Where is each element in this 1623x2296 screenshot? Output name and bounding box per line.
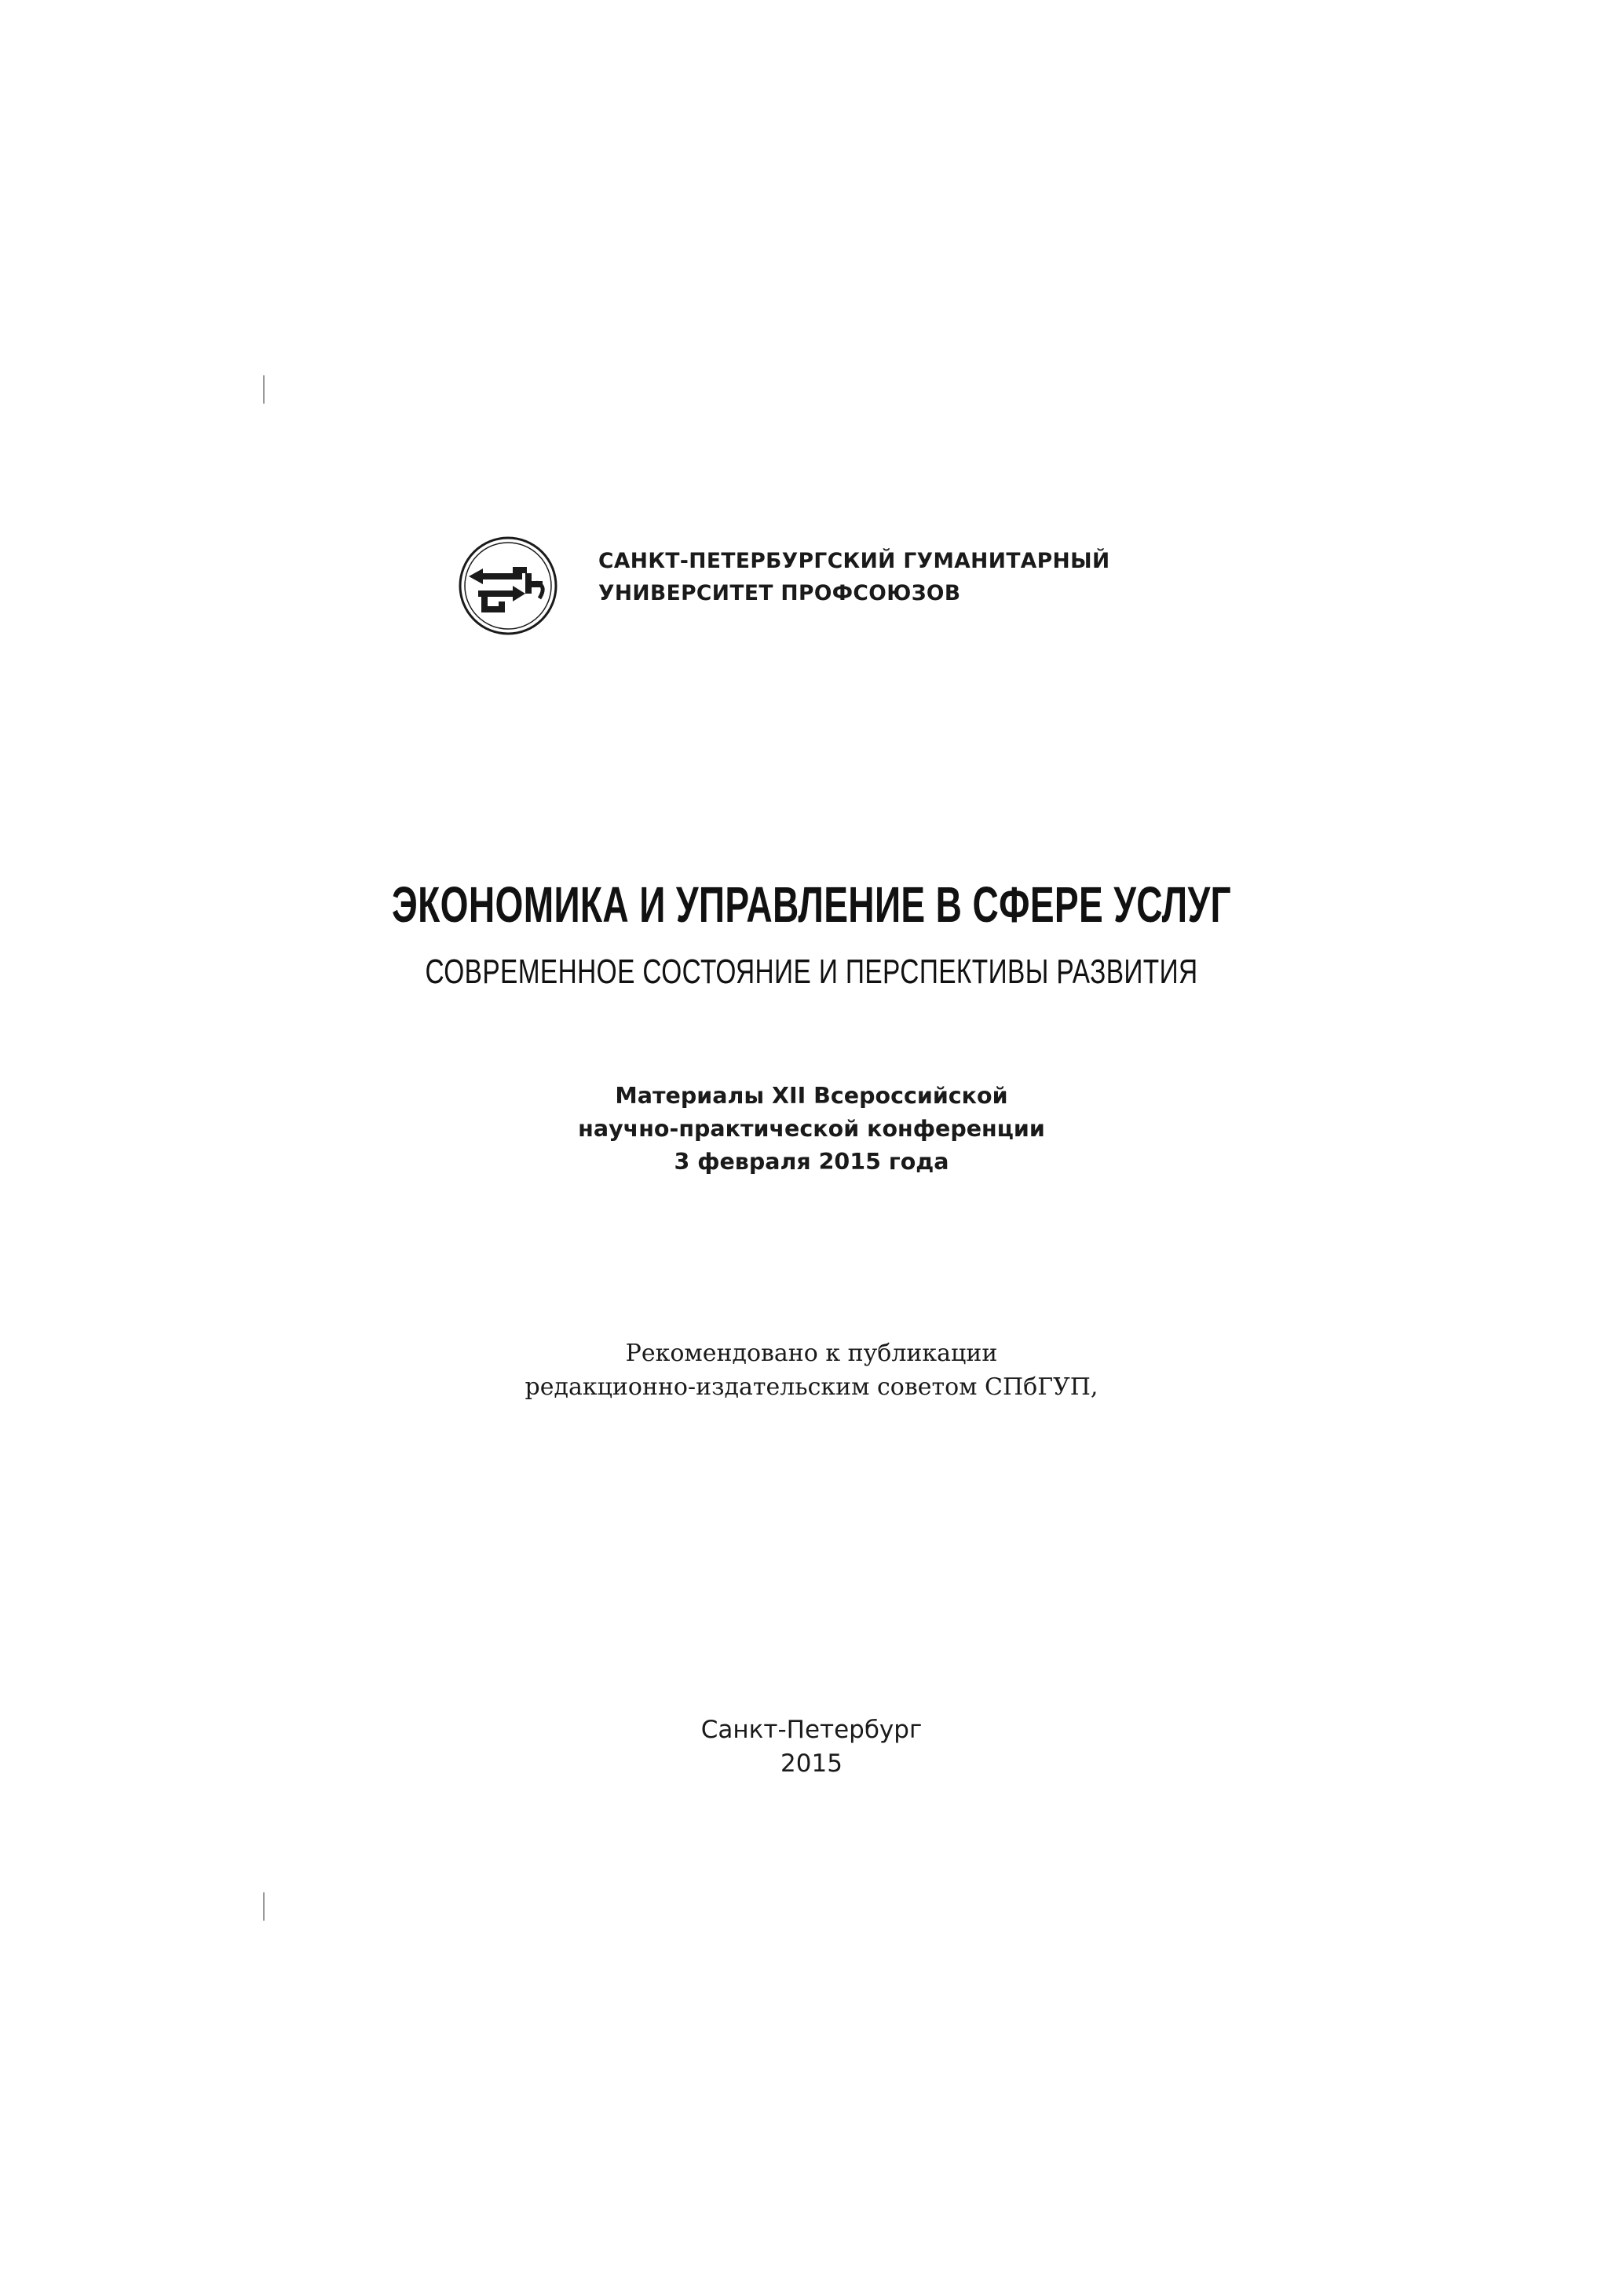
crop-mark-bottom xyxy=(263,1892,265,1921)
conference-date: 3 февраля 2015 года xyxy=(674,1149,949,1175)
university-name xyxy=(598,545,1110,609)
book-subtitle: СОВРЕМЕННОЕ СОСТОЯНИЕ И ПЕРСПЕКТИВЫ РАЗВИТИЯ xyxy=(425,952,1198,991)
university-emblem-icon xyxy=(458,536,558,636)
imprint-city: Санкт-Петербург xyxy=(700,1716,923,1744)
conference-line-1: Материалы XII Всероссийской xyxy=(615,1083,1008,1109)
conference-line-2: научно-практической конференции xyxy=(578,1116,1045,1142)
book-title: ЭКОНОМИКА И УПРАВЛЕНИЕ В СФЕРЕ УСЛУГ xyxy=(392,876,1231,933)
university-name-line-2: УНИВЕРСИТЕТ ПРОФСОЮЗОВ xyxy=(598,581,961,605)
conference-info xyxy=(0,1080,1623,1179)
crop-mark-top xyxy=(263,375,265,404)
recommendation-line-2: редакционно-издательским советом СПбГУП, xyxy=(525,1373,1098,1401)
publication-recommendation xyxy=(0,1336,1623,1404)
imprint xyxy=(0,1713,1623,1781)
university-name-line-1: САНКТ-ПЕТЕРБУРГСКИЙ ГУМАНИТАРНЫЙ xyxy=(598,549,1110,573)
recommendation-line-1: Рекомендовано к публикации xyxy=(625,1340,998,1367)
imprint-year: 2015 xyxy=(780,1749,843,1778)
